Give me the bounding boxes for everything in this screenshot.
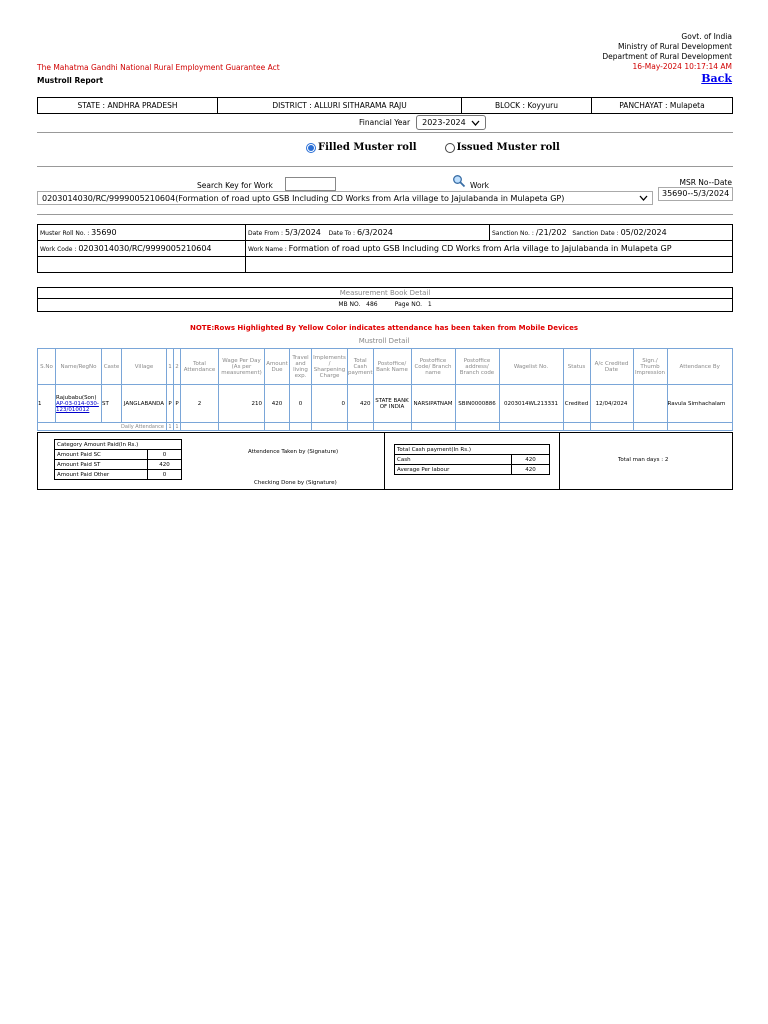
- search-icon[interactable]: [452, 174, 466, 188]
- search-key-label: Search Key for Work: [197, 181, 273, 190]
- category-amount-table: Category Amount Paid(In Rs.) Amount Paid SC 0 Amount Paid ST 420 Amount Paid Other 0: [54, 439, 182, 480]
- sign-cell: [633, 385, 667, 423]
- page-no: 1: [427, 301, 432, 308]
- col-header: Name/RegNo: [56, 349, 102, 385]
- panchayat-value: Mulapeta: [669, 101, 705, 110]
- wage-cell: 210: [219, 385, 265, 423]
- col-header: A/c Credited Date: [590, 349, 633, 385]
- total-attendance-cell: 2: [181, 385, 219, 423]
- daily-attendance-row: [38, 423, 733, 431]
- sanction-date: 05/02/2024: [620, 228, 667, 237]
- col-header: Postoffice Code/ Branch name: [411, 349, 455, 385]
- issued-muster-radio[interactable]: Issued Muster roll: [445, 142, 560, 153]
- financial-year-value: 2023-2024: [422, 118, 466, 127]
- search-key-input[interactable]: [285, 177, 336, 191]
- col-header: 1: [167, 349, 174, 385]
- village-cell: JANGLABANDA: [122, 385, 167, 423]
- financial-year-label: Financial Year: [359, 118, 411, 127]
- col-header: Status: [563, 349, 590, 385]
- chevron-down-icon: [471, 120, 480, 126]
- name-cell: [56, 385, 102, 423]
- divider: [37, 214, 733, 215]
- report-datetime: 16-May-2024 10:17:14 AM: [632, 62, 732, 71]
- cash-payment-cell: 420: [348, 385, 374, 423]
- work-select-value: 0203014030/RC/9999005210604(Formation of road upto GSB Including CD Works from Arla village to Jajulabanda in Mulapeta GP): [42, 193, 565, 203]
- muster-roll-cell: Muster Roll No. : 35690: [38, 225, 246, 241]
- work-name: Formation of road upto GSB Including CD Works from Arla village to Jajulabanda in Mulapeta GP: [288, 244, 672, 253]
- table-header-row: [38, 349, 733, 385]
- col-header: Travel and living exp.: [290, 349, 312, 385]
- financial-year-row: [359, 115, 486, 130]
- col-header: Caste: [102, 349, 122, 385]
- col-header: S.No: [38, 349, 56, 385]
- back-link[interactable]: Back: [701, 72, 732, 85]
- col-header: Sign./ Thumb Impression: [633, 349, 667, 385]
- state-value: ANDHRA PRADESH: [107, 101, 178, 110]
- work-code-cell: Work Code : 0203014030/RC/9999005210604: [38, 241, 246, 257]
- total-cash: 420: [512, 455, 550, 465]
- average-per-labour: 420: [512, 465, 550, 475]
- state-cell: STATE : ANDHRA PRADESH: [38, 98, 218, 114]
- measurement-book-row: MB NO. 486 Page NO. 1: [338, 301, 432, 308]
- status-cell: Credited: [563, 385, 590, 423]
- sanction-cell: Sanction No. : /21/202 Sanction Date : 05/02/2024: [490, 225, 733, 241]
- bank-cell: STATE BANK OF INDIA: [373, 385, 411, 423]
- muster-roll-no: 35690: [91, 228, 117, 237]
- work-select[interactable]: [37, 191, 653, 205]
- daily-attendance-label: Daily Attendance: [38, 423, 167, 431]
- sno-cell: 1: [38, 385, 56, 423]
- col-header: Village: [122, 349, 167, 385]
- district-value: ALLURI SITHARAMA RAJU: [314, 101, 407, 110]
- radio-unchecked-icon: [445, 143, 455, 153]
- category-title: Category Amount Paid(In Rs.): [55, 440, 182, 450]
- col-header: 2: [174, 349, 181, 385]
- radio-checked-icon: [306, 143, 316, 153]
- mustroll-detail-title: Mustroll Detail: [358, 337, 410, 345]
- msr-date-select[interactable]: 35690--5/3/2024: [658, 187, 733, 201]
- day2-cell: P: [174, 385, 181, 423]
- amount-other: 0: [148, 470, 182, 480]
- total-man-days: Total man days : 2: [618, 457, 669, 463]
- report-title: Mustroll Report: [37, 76, 104, 85]
- col-header: Wagelist No.: [499, 349, 563, 385]
- sanction-no: /21/202: [535, 228, 567, 237]
- daily-day2: 1: [175, 423, 179, 430]
- amount-sc: 0: [148, 450, 182, 460]
- travel-cell: 0: [290, 385, 312, 423]
- table-row: [38, 385, 733, 423]
- yellow-highlight-note: NOTE:Rows Highlighted By Yellow Color indicates attendance has been taken from Mobile Devices: [190, 324, 578, 332]
- header-right: [602, 32, 732, 85]
- divider: [37, 166, 733, 167]
- work-name-cell: Work Name : Formation of road upto GSB Including CD Works from Arla village to Jajulabanda in Mulapeta GP: [246, 241, 733, 257]
- measurement-book-box: [37, 287, 733, 312]
- ministry-label: Ministry of Rural Development: [617, 42, 732, 51]
- mustroll-table: [37, 348, 733, 431]
- govt-label: Govt. of India: [681, 32, 732, 41]
- col-header: Amount Due: [265, 349, 290, 385]
- mb-no: 486: [366, 301, 378, 308]
- col-header: Wage Per Day (As per measurement): [219, 349, 265, 385]
- date-range-cell: Date From : 5/3/2024 Date To : 6/3/2024: [246, 225, 490, 241]
- block-cell: BLOCK : Koyyuru: [462, 98, 592, 114]
- col-header: Postoffice/ Bank Name: [373, 349, 411, 385]
- branch-code-cell: SBIN0000886: [455, 385, 499, 423]
- attendance-signature-label: Attendence Taken by (Signature): [248, 449, 339, 455]
- col-header: Total Cash payment: [348, 349, 374, 385]
- department-label: Department of Rural Development: [602, 52, 732, 61]
- measurement-book-title: Measurement Book Detail: [38, 288, 732, 299]
- panchayat-cell: PANCHAYAT : Mulapeta: [592, 98, 733, 114]
- col-header: Implements / Sharpening Charge: [312, 349, 348, 385]
- attendance-by-cell: Ravula Simhachalam: [667, 385, 733, 423]
- divider: [37, 132, 733, 133]
- caste-cell: ST: [102, 385, 122, 423]
- amount-st: 420: [148, 460, 182, 470]
- financial-year-select[interactable]: [416, 115, 486, 130]
- credit-date-cell: 12/04/2024: [590, 385, 633, 423]
- day1-cell: P: [167, 385, 174, 423]
- daily-day1: 1: [168, 423, 172, 430]
- muster-info-table: [37, 224, 733, 273]
- work-code: 0203014030/RC/9999005210604: [78, 244, 212, 253]
- date-from: 5/3/2024: [284, 228, 321, 237]
- col-header: Postoffice address/ Branch code: [455, 349, 499, 385]
- date-to: 6/3/2024: [356, 228, 393, 237]
- worker-name: Rajubabu(Son): [56, 394, 97, 401]
- chevron-down-icon: [639, 195, 648, 201]
- msr-date-label: MSR No--Date: [679, 178, 732, 187]
- work-label: Work: [470, 181, 489, 190]
- implements-cell: 0: [312, 385, 348, 423]
- location-table: [37, 97, 733, 114]
- muster-type-radios: [306, 142, 560, 153]
- branch-cell: NARSIPATNAM: [411, 385, 455, 423]
- cash-payment-table: Total Cash payment(In Rs.) Cash 420 Average Per labour 420: [394, 444, 550, 475]
- act-title: The Mahatma Gandhi National Rural Employment Guarantee Act: [37, 63, 280, 72]
- wagelist-cell: 0203014WL213331: [499, 385, 563, 423]
- empty-cell: [38, 257, 246, 273]
- empty-cell: [246, 257, 733, 273]
- col-header: Total Attendance: [181, 349, 219, 385]
- cash-payment-title: Total Cash payment(In Rs.): [395, 445, 550, 455]
- filled-muster-radio[interactable]: Filled Muster roll: [306, 142, 417, 153]
- summary-box: [37, 432, 733, 490]
- worker-regno-link[interactable]: AP-03-014-030-123/010012: [56, 400, 99, 413]
- block-value: Koyyuru: [527, 101, 559, 110]
- col-header: Attendance By: [667, 349, 733, 385]
- checking-signature-label: Checking Done by (Signature): [254, 480, 337, 486]
- amount-due-cell: 420: [265, 385, 290, 423]
- district-cell: DISTRICT : ALLURI SITHARAMA RAJU: [218, 98, 462, 114]
